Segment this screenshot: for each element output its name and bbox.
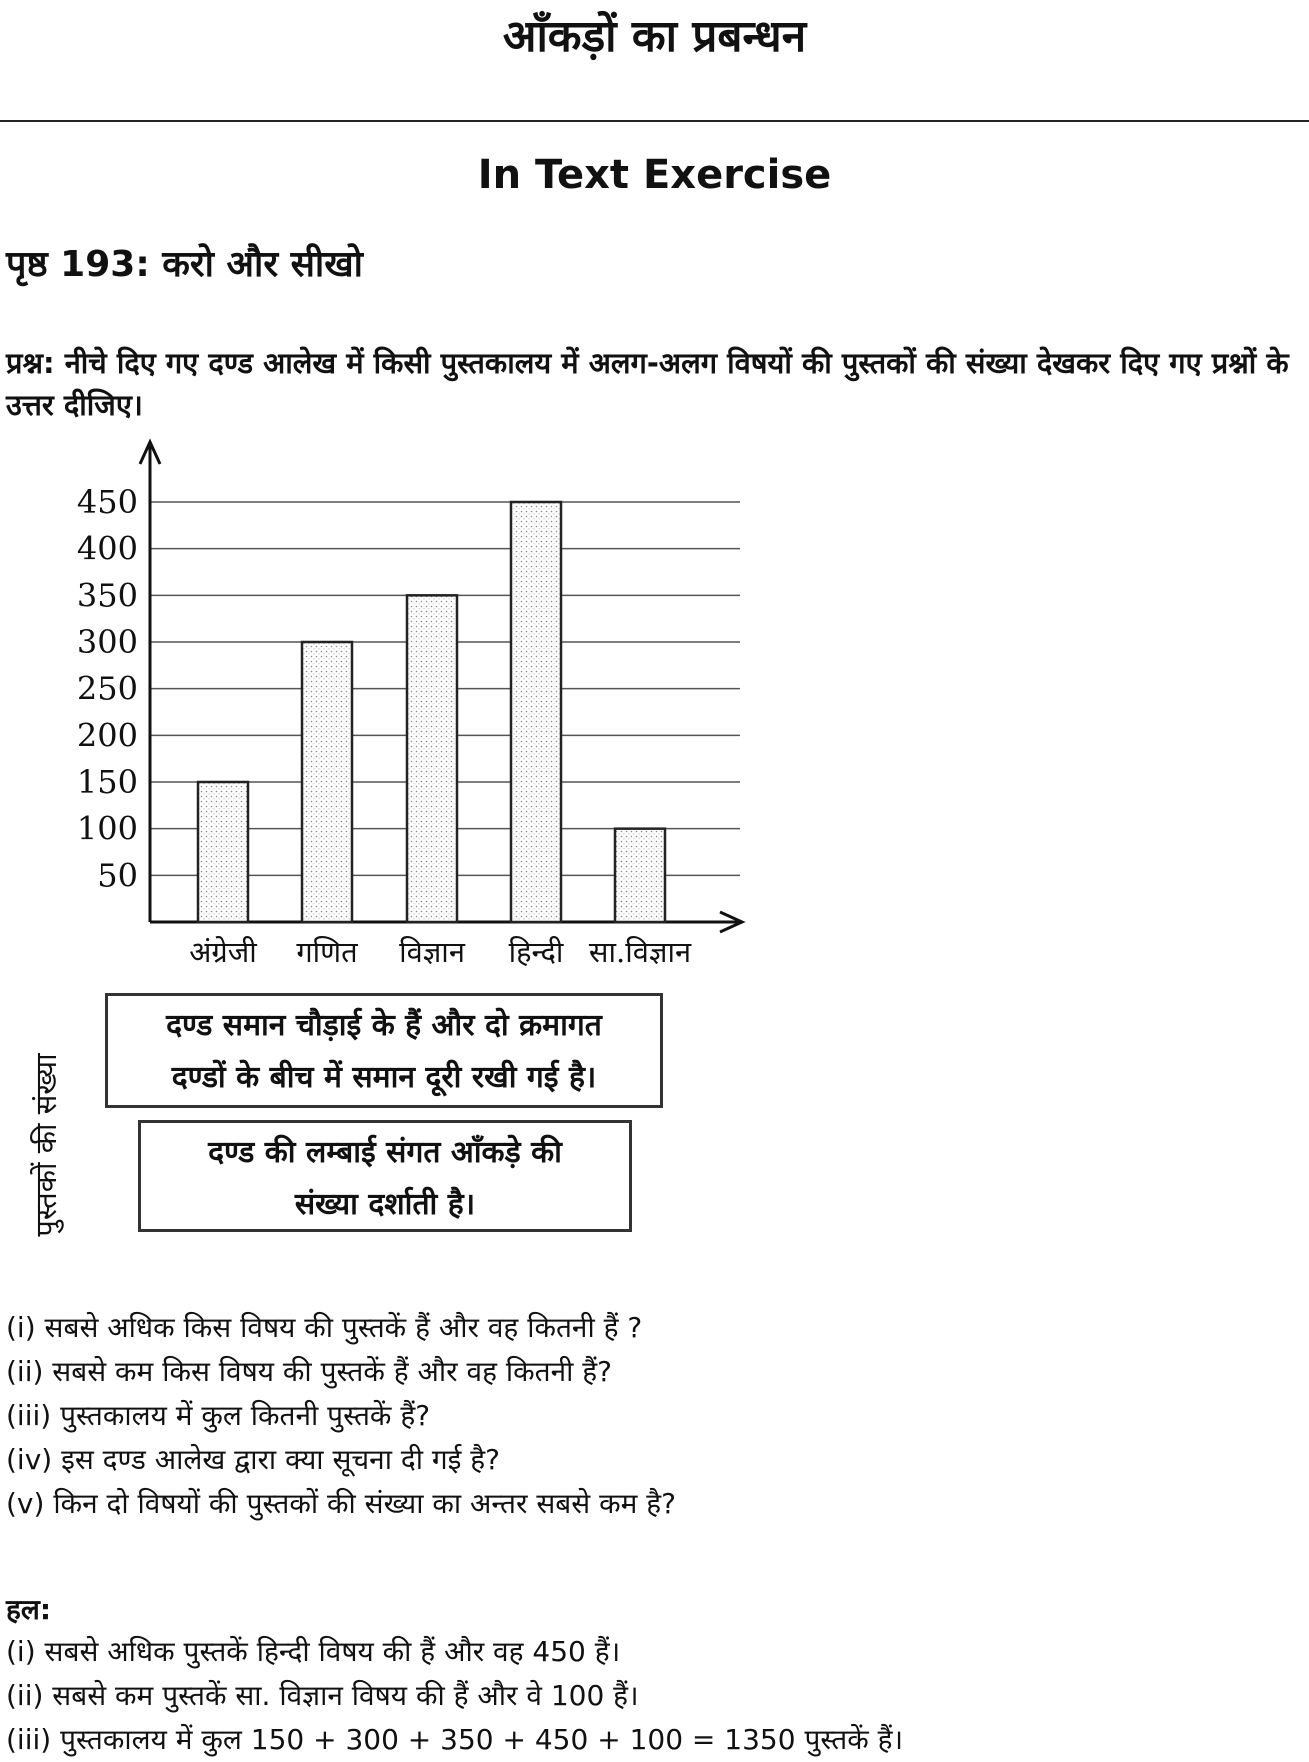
y-tick-label: 400 [76,529,138,568]
question-item: (ii) सबसे कम किस विषय की पुस्तकें हैं और वह कितनी हैं? [6,1355,612,1388]
answer-item: (ii) सबसे कम पुस्तकें सा. विज्ञान विषय की हैं और वे 100 हैं। [6,1679,639,1712]
page-title: आँकड़ों का प्रबन्धन [502,11,807,62]
question-item: (iv) इस दण्ड आलेख द्वारा क्या सूचना दी गई है? [6,1443,501,1476]
bar [511,502,561,922]
y-tick-labels [77,483,138,894]
note-line: संख्या दर्शाती है। [294,1187,476,1222]
y-tick-label: 250 [76,669,138,708]
x-tick-labels [189,935,692,969]
question-item: (i) सबसे अधिक किस विषय की पुस्तकें हैं और वह कितनी हैं ? [6,1311,643,1344]
x-tick-label: सा.विज्ञान [588,935,692,969]
note-line: दण्ड की लम्बाई संगत आँकड़े की [208,1135,562,1170]
y-tick-label: 350 [76,576,138,615]
bar [615,829,665,922]
y-tick-label: 50 [97,856,138,895]
y-axis-label: पुस्तकों की संख्या [29,1053,63,1237]
bar [407,595,457,922]
x-tick-label: अंग्रेजी [189,935,257,969]
y-tick-label: 150 [76,763,138,801]
question-list [6,1306,1306,1526]
y-tick-label: 200 [76,716,138,755]
y-tick-label: 100 [76,809,138,848]
note-line: दण्ड समान चौड़ाई के हैं और दो क्रमागत [166,1008,602,1043]
answer-item: (i) सबसे अधिक पुस्तकें हिन्दी विषय की हैं और वह 450 हैं। [6,1635,621,1668]
x-tick-label: हिन्दी [508,935,564,969]
chart-bars [198,502,665,922]
title-divider [0,120,1309,122]
question-item: (iii) पुस्तकालय में कुल कितनी पुस्तकें हैं? [6,1399,431,1432]
y-tick-label: 450 [76,483,138,521]
x-tick-label: विज्ञान [399,935,465,969]
question-item: (v) किन दो विषयों की पुस्तकों की संख्या का अन्तर सबसे कम है? [6,1487,676,1520]
y-tick-label: 300 [76,623,138,661]
answer-item: (iii) पुस्तकालय में कुल 150 + 300 + 350 + 450 + 100 = 1350 पुस्तकें हैं। [6,1723,904,1756]
answer-list [6,1630,1306,1762]
bar [302,642,352,922]
note-box-bar-length [138,1120,632,1232]
exercise-heading: In Text Exercise [477,152,832,198]
section-heading: पृष्ठ 193: करो और सीखो [6,244,364,285]
bar [198,782,248,922]
question-text: प्रश्न: नीचे दिए गए दण्ड आलेख में किसी पुस्तकालय में अलग-अलग विषयों की पुस्तकों की संख्या देखकर दिए गए प्रश्नों के उत्तर दीजिए। [6,346,1289,422]
solution-heading: हल: [6,1593,52,1626]
x-tick-label: गणित [296,935,358,969]
note-box-equal-width [105,993,663,1108]
note-line: दण्डों के बीच में समान दूरी रखी गई है। [171,1060,597,1095]
